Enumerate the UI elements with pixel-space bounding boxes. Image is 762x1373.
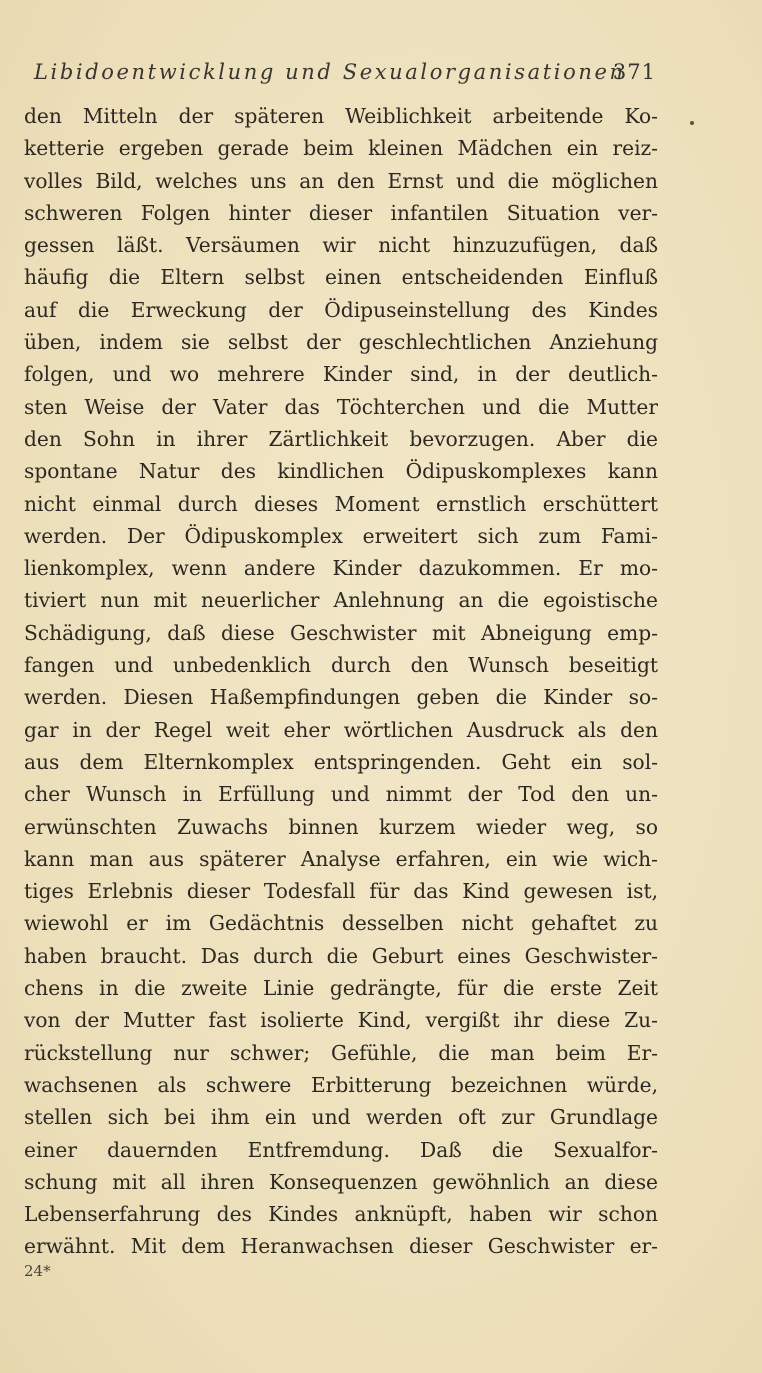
text-line: spontane Natur des kindlichen Ödipuskomplexes kann xyxy=(24,459,658,484)
body-text xyxy=(24,100,658,1263)
text-line: gar in der Regel weit eher wörtlichen Ausdruck als den xyxy=(24,717,658,742)
margin-mark xyxy=(690,121,694,125)
running-title: Libidoentwicklung und Sexualorganisationen xyxy=(34,60,626,84)
text-line: auf die Erweckung der Ödipuseinstellung des Kindes xyxy=(24,297,658,322)
text-line: sten Weise der Vater das Töchterchen und die Mutter xyxy=(24,394,658,419)
text-line: erwähnt. Mit dem Heranwachsen dieser Geschwister er- xyxy=(24,1234,658,1259)
text-line: den Sohn in ihrer Zärtlichkeit bevorzugen. Aber die xyxy=(24,426,658,451)
text-line: nicht einmal durch dieses Moment ernstlich erschüttert xyxy=(24,491,658,516)
text-line: wiewohl er im Gedächtnis desselben nicht gehaftet zu xyxy=(24,911,658,936)
text-line: von der Mutter fast isolierte Kind, vergißt ihr diese Zu- xyxy=(24,1008,658,1033)
text-line: kann man aus späterer Analyse erfahren, ein wie wich- xyxy=(24,846,658,871)
text-line: ketterie ergeben gerade beim kleinen Mädchen ein reiz- xyxy=(24,136,658,161)
text-line: einer dauernden Entfremdung. Daß die Sexualfor- xyxy=(24,1137,658,1162)
text-line: lienkomplex, wenn andere Kinder dazukommen. Er mo- xyxy=(24,556,658,581)
text-line: stellen sich bei ihm ein und werden oft zur Grundlage xyxy=(24,1105,658,1130)
page-number: 371 xyxy=(612,60,656,84)
text-line: den Mitteln der späteren Weiblichkeit arbeitende Ko- xyxy=(24,104,658,128)
text-line: folgen, und wo mehrere Kinder sind, in der deutlich- xyxy=(24,362,658,387)
text-line: cher Wunsch in Erfüllung und nimmt der Tod den un- xyxy=(24,782,658,807)
text-line: Lebenserfahrung des Kindes anknüpft, haben wir schon xyxy=(24,1202,658,1227)
text-line: schung mit all ihren Konsequenzen gewöhnlich an diese xyxy=(24,1169,658,1194)
text-line: aus dem Elternkomplex entspringenden. Geht ein sol- xyxy=(24,749,658,774)
text-line: wachsenen als schwere Erbitterung bezeichnen würde, xyxy=(24,1072,658,1097)
text-line: chens in die zweite Linie gedrängte, für die erste Zeit xyxy=(24,976,658,1001)
text-line: tiges Erlebnis dieser Todesfall für das Kind gewesen ist, xyxy=(24,879,658,904)
text-line: fangen und unbedenklich durch den Wunsch beseitigt xyxy=(24,653,658,678)
text-line: gessen läßt. Versäumen wir nicht hinzuzufügen, daß xyxy=(24,233,658,258)
text-line: volles Bild, welches uns an den Ernst und die möglichen xyxy=(24,168,658,193)
text-line: häufig die Eltern selbst einen entscheidenden Einfluß xyxy=(24,265,658,290)
text-line: haben braucht. Das durch die Geburt eines Geschwister- xyxy=(24,943,658,968)
running-head xyxy=(34,60,656,90)
text-line: werden. Diesen Haßempfindungen geben die Kinder so- xyxy=(24,685,658,710)
text-line: rückstellung nur schwer; Gefühle, die man beim Er- xyxy=(24,1040,658,1065)
text-line: tiviert nun mit neuerlicher Anlehnung an die egoistische xyxy=(24,588,658,613)
text-line: erwünschten Zuwachs binnen kurzem wieder weg, so xyxy=(24,814,658,839)
text-line: üben, indem sie selbst der geschlechtlichen Anziehung xyxy=(24,330,658,355)
text-line: schweren Folgen hinter dieser infantilen Situation ver- xyxy=(24,200,658,225)
text-line: Schädigung, daß diese Geschwister mit Abneigung emp- xyxy=(24,620,658,645)
signature-mark: 24* xyxy=(24,1262,51,1280)
text-line: werden. Der Ödipuskomplex erweitert sich zum Fami- xyxy=(24,523,658,548)
